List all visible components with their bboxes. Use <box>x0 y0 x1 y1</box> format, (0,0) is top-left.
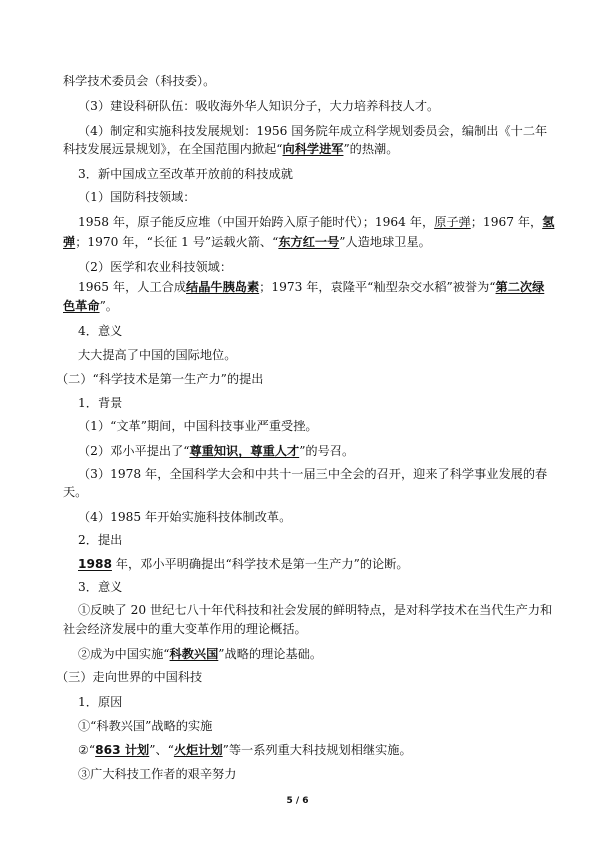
text-line <box>63 73 543 89</box>
text-line <box>78 259 558 275</box>
text-run: 1．背景 <box>78 396 123 410</box>
text-run: ”的热潮。 <box>343 142 399 156</box>
text-run: 1965 年，人工合成 <box>78 280 187 294</box>
text-run: 3．新中国成立至改革开放前的科技成就 <box>78 167 293 181</box>
page-number: 5 / 6 <box>286 796 309 806</box>
text-run: 大大提高了中国的国际地位。 <box>78 348 237 362</box>
key-term: 向科学进军 <box>282 142 344 156</box>
key-term: 弹 <box>63 235 76 249</box>
key-term: 色革命 <box>63 299 100 313</box>
text-run: ”。 <box>99 299 118 313</box>
text-line <box>78 323 558 339</box>
key-term: 火炬计划 <box>173 743 223 757</box>
text-line <box>78 123 558 139</box>
text-run: 社会经济发展中的重大变革作用的理论概括。 <box>63 622 307 636</box>
text-run: （3）建设科研队伍：吸收海外华人知识分子，大力培养科技人才。 <box>78 99 440 113</box>
text-line <box>56 371 536 387</box>
text-run: 1958 年，原子能反应堆（中国开始跨入原子能时代）；1964 年， <box>78 215 435 229</box>
text-line <box>78 694 558 710</box>
text-run: （3）1978 年，全国科学大会和中共十一届三中全会的召开，迎来了科学事业发展的春 <box>78 467 548 481</box>
text-run: 3．意义 <box>78 580 123 594</box>
key-term: 1988 <box>78 557 112 571</box>
text-line <box>78 98 558 114</box>
text-run: ；1970 年，“长征 1 号”运载火箭、“ <box>75 235 279 249</box>
text-run: ；1973 年，袁隆平“籼型杂交水稻”被誉为“ <box>259 280 496 294</box>
key-term: 尊重知识，尊重人才 <box>189 444 300 458</box>
text-run: ③广大科技工作者的艰辛努力 <box>78 767 237 781</box>
text-run: 4．意义 <box>78 324 123 338</box>
text-line <box>78 214 558 230</box>
text-run: ”、“ <box>149 743 174 757</box>
text-line <box>63 298 543 314</box>
text-line <box>78 766 558 782</box>
text-line <box>78 418 558 434</box>
text-line <box>56 669 536 685</box>
key-term: 第二次绿 <box>495 280 545 294</box>
text-line <box>78 646 558 662</box>
text-line <box>78 466 558 482</box>
key-term: 结晶牛胰岛素 <box>186 280 260 294</box>
text-line <box>63 484 543 500</box>
text-run: （4）制定和实施科技发展规划：1956 国务院年成立科学规划委员会，编制出《十二年 <box>78 124 548 138</box>
key-term: 氢 <box>542 215 555 229</box>
text-run: ①“科教兴国”战略的实施 <box>78 719 213 733</box>
text-line <box>63 141 543 157</box>
text-run: （三）走向世界的中国科技 <box>56 670 203 684</box>
key-term: 原子弹 <box>434 215 471 229</box>
text-run: ”人造地球卫星。 <box>339 235 431 249</box>
key-term: 东方红一号 <box>278 235 340 249</box>
text-line <box>78 166 558 182</box>
text-run: （2）医学和农业科技领域： <box>78 260 233 274</box>
text-run: （4）1985 年开始实施科技体制改革。 <box>78 510 292 524</box>
key-term: 863 计划 <box>95 743 150 757</box>
text-run: ”的号召。 <box>299 444 355 458</box>
text-line <box>78 556 558 572</box>
text-run: ；1967 年， <box>470 215 543 229</box>
text-run: （二）“科学技术是第一生产力”的提出 <box>56 372 264 386</box>
text-line <box>78 395 558 411</box>
text-line <box>78 718 558 734</box>
text-line <box>78 532 558 548</box>
text-run: ②“ <box>78 743 96 757</box>
text-line <box>78 579 558 595</box>
text-line <box>78 189 558 205</box>
text-run: 年，邓小平明确提出“科学技术是第一生产力”的论断。 <box>111 557 409 571</box>
text-run: ”战略的理论基础。 <box>218 647 323 661</box>
text-line <box>63 621 543 637</box>
text-run: ①反映了 20 世纪七八十年代科技和社会发展的鲜明特点，是对科学技术在当代生产力和 <box>78 603 553 617</box>
text-run: 科学技术委员会（科技委）。 <box>63 74 216 88</box>
text-run: （1）国防科技领域： <box>78 190 196 204</box>
text-run: （1）“文革”期间，中国科技事业严重受挫。 <box>78 419 318 433</box>
text-line <box>78 443 558 459</box>
text-run: 天。 <box>63 485 88 499</box>
text-run: 2．提出 <box>78 533 123 547</box>
text-run: ②成为中国实施“ <box>78 647 170 661</box>
text-line <box>63 234 543 250</box>
text-run: ”等一系列重大科技规划相继实施。 <box>222 743 412 757</box>
text-line <box>78 742 558 758</box>
text-run: （2）邓小平提出了“ <box>78 444 190 458</box>
text-run: 1．原因 <box>78 695 123 709</box>
text-line <box>78 347 558 363</box>
text-line <box>78 602 558 618</box>
text-line <box>78 279 558 295</box>
key-term: 科教兴国 <box>169 647 219 661</box>
text-run: 科技发展远景规划》，在全国范围内掀起“ <box>63 142 283 156</box>
text-line <box>78 509 558 525</box>
